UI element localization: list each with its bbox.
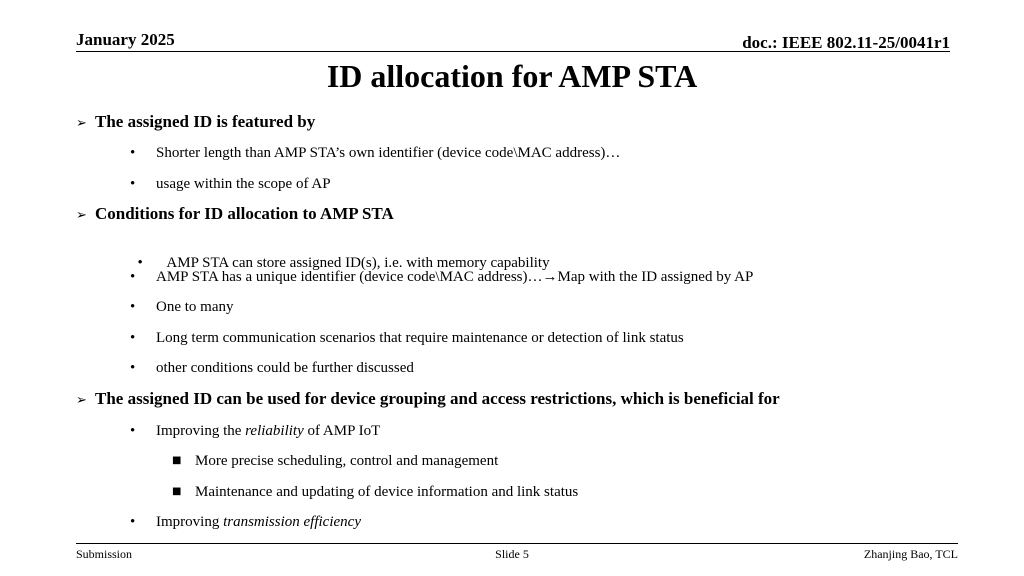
- list-item: [130, 299, 233, 316]
- list-item: [130, 269, 753, 286]
- bullet-icon: •: [130, 423, 136, 439]
- section-heading-conditions: [76, 204, 394, 224]
- emphasis-transmission-efficiency: transmission efficiency: [223, 514, 361, 530]
- list-item-text: Long term communication scenarios that require maintenance or detection of link status: [156, 330, 684, 346]
- slide-title: ID allocation for AMP STA: [326, 58, 698, 94]
- square-bullet-icon: ■: [172, 486, 182, 497]
- list-item: [130, 514, 361, 531]
- list-item: [130, 330, 684, 347]
- bullet-icon: •: [130, 145, 136, 161]
- bullet-icon: •: [130, 330, 136, 346]
- bullet-icon: •: [130, 360, 136, 376]
- section-heading-text: Conditions for ID allocation to AMP STA: [95, 204, 394, 223]
- section-heading-text: The assigned ID is featured by: [95, 112, 316, 131]
- arrow-bullet-icon: ➢: [76, 393, 87, 408]
- bullet-icon: •: [130, 269, 136, 285]
- list-item: [130, 423, 380, 440]
- emphasis-reliability: reliability: [245, 423, 304, 439]
- footer-slide-number: Slide 5: [495, 547, 529, 561]
- footer-submission: Submission: [76, 547, 133, 561]
- list-item: [130, 360, 414, 377]
- square-bullet-icon: ■: [172, 455, 182, 466]
- list-item-text: Maintenance and updating of device information and link status: [195, 484, 579, 500]
- header-rule: [76, 51, 950, 52]
- sub-list-item: [172, 484, 578, 501]
- sub-list-item: [172, 453, 498, 470]
- list-item-text: One to many: [156, 299, 234, 315]
- bullet-icon: •: [130, 176, 136, 192]
- footer-rule: [76, 543, 958, 544]
- list-item: [130, 145, 620, 162]
- header-date: January 2025: [76, 30, 175, 49]
- list-item: [130, 176, 331, 193]
- list-item: [130, 238, 550, 272]
- section-heading-text: The assigned ID can be used for device grouping and access restrictions, which is beneficial for: [95, 389, 780, 408]
- list-item-text: other conditions could be further discussed: [156, 360, 414, 376]
- section-heading-features: [76, 112, 315, 132]
- header-doc-id: doc.: IEEE 802.11-25/0041r1: [742, 33, 950, 52]
- list-item-text: AMP STA has a unique identifier (device code\MAC address)…→Map with the ID assigned by AP: [156, 269, 754, 285]
- list-item-text: AMP STA can store assigned ID(s), i.e. with memory capability: [163, 255, 550, 271]
- list-item-text: Improving: [156, 514, 224, 530]
- footer-author: Zhanjing Bao, TCL: [863, 547, 958, 561]
- arrow-bullet-icon: ➢: [76, 208, 87, 223]
- arrow-bullet-icon: ➢: [76, 116, 87, 131]
- list-item-text: of AMP IoT: [303, 423, 381, 439]
- bullet-icon: •: [130, 514, 136, 530]
- section-heading-benefits: [76, 389, 780, 409]
- list-item-text: More precise scheduling, control and management: [195, 453, 499, 469]
- list-item-text: Shorter length than AMP STA’s own identifier (device code\MAC address)…: [156, 145, 621, 161]
- list-item-text: Improving the: [156, 423, 246, 439]
- list-item-text: usage within the scope of AP: [156, 176, 331, 192]
- bullet-icon: •: [130, 299, 136, 315]
- bullet-icon: •: [137, 255, 143, 271]
